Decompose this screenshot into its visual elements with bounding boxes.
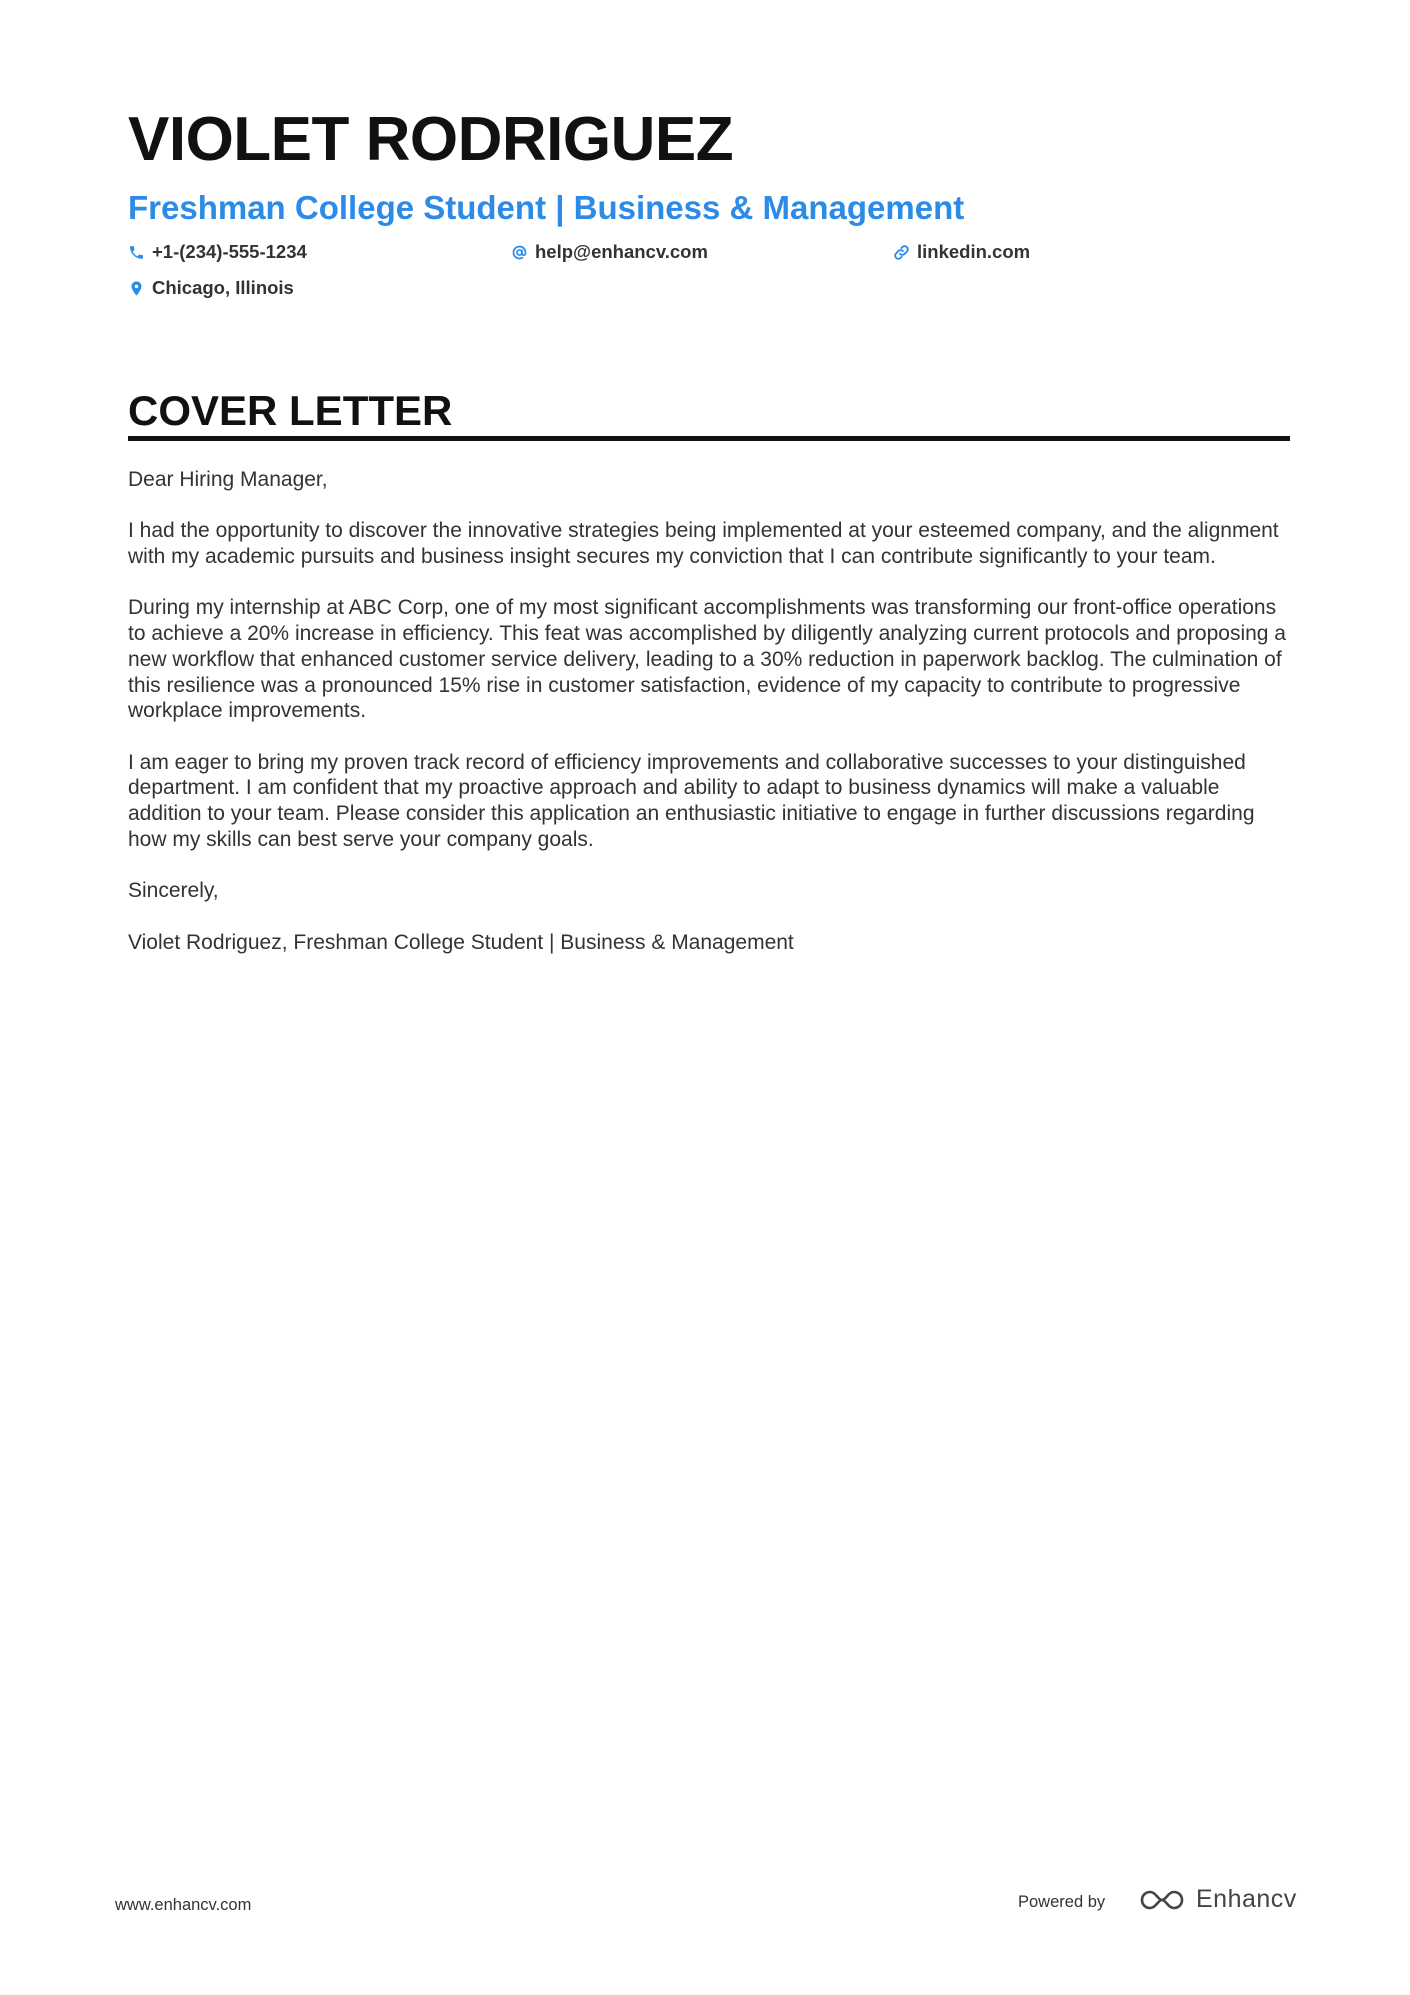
location-text: Chicago, Illinois [152, 277, 294, 298]
footer-website: www.enhancv.com [115, 1896, 252, 1914]
phone-text: +1-(234)-555-1234 [152, 241, 307, 262]
candidate-name: VIOLET RODRIGUEZ [128, 105, 734, 174]
section-title: COVER LETTER [128, 387, 453, 434]
letter-signature: Violet Rodriguez, Freshman College Student | Business & Management [128, 930, 794, 954]
contact-email [511, 243, 708, 262]
email-text: help@enhancv.com [535, 241, 708, 262]
enhancv-logo-icon [1138, 1887, 1186, 1913]
contact-phone [128, 243, 307, 262]
letter-paragraph-3: I am eager to bring my proven track record of efficiency improvements and collaborative successes to your distinguished department. I am confident that my proactive approach and ability to adapt to business dynamics will make a valuable addition to your team. Please consider this application an enthusiastic initiative to engage in further discussions regarding how my skills can best serve your company goals. [128, 750, 1255, 851]
candidate-headline: Freshman College Student | Business & Management [128, 189, 965, 226]
brand-name: Enhancv [1196, 1885, 1297, 1913]
at-icon [511, 244, 528, 261]
letter-body [128, 467, 1290, 981]
letter-paragraph-1: I had the opportunity to discover the innovative strategies being implemented at your esteemed company, and the alignment with my academic pursuits and business insight secures my conviction that I can contribute significantly to your team. [128, 519, 1279, 569]
letter-closing: Sincerely, [128, 879, 219, 903]
link-icon [893, 244, 910, 261]
location-pin-icon [128, 280, 145, 297]
contact-location [128, 279, 294, 298]
link-text: linkedin.com [917, 241, 1031, 262]
phone-icon [128, 244, 145, 261]
letter-paragraph-2: During my internship at ABC Corp, one of my most significant accomplishments was transforming our front-office operations to achieve a 20% increase in efficiency. This feat was accomplished by diligently analyzing current protocols and proposing a new workflow that enhanced customer service delivery, leading to a 30% reduction in paperwork backlog. The culmination of this resilience was a pronounced 15% rise in customer satisfaction, evidence of my capacity to contribute to progressive workplace improvements. [128, 596, 1286, 723]
section-divider [128, 436, 1290, 441]
footer-powered-by: Powered by [1018, 1893, 1106, 1911]
contact-link [893, 243, 1030, 262]
footer-brand [1138, 1885, 1297, 1914]
letter-greeting: Dear Hiring Manager, [128, 468, 328, 491]
